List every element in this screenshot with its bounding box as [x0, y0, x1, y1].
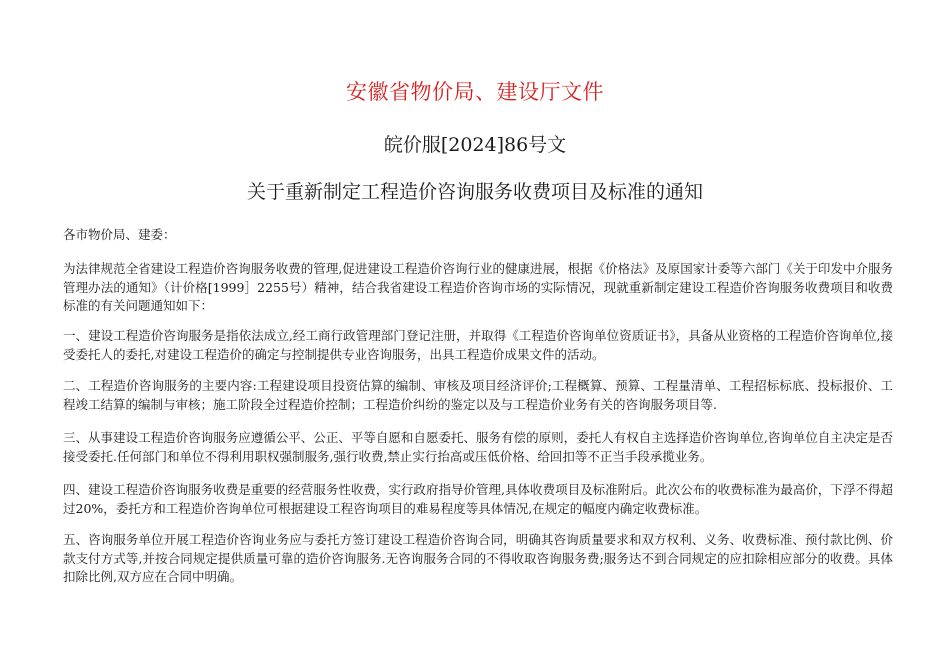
salutation: 各市物价局、建委： — [63, 227, 176, 242]
paragraph-3: 三、从事建设工程造价咨询服务应遵循公平、公正、平等自愿和自愿委托、服务有偿的原则，委托人有权自主选择造价咨询单位,咨询单位自主决定是否接受委托.任何部门和单位不得利用职权强制服务,强行收费,禁止实行抬高或压低价格、给回扣等不正当手段承揽业务。 — [63, 430, 893, 464]
document-title: 关于重新制定工程造价咨询服务收费项目及标准的通知 — [246, 181, 703, 203]
paragraph-intro: 为法律规范全省建设工程造价咨询服务收费的管理,促进建设工程造价咨询行业的健康进展，根据《价格法》及原国家计委等六部门《关于印发中介服务管理办法的通知》（计价格[1999］2255号）精神，结合我省建设工程造价咨询市场的实际情况，现就重新制定建设工程造价咨询服务收费项目和收费标准的有关问题通知如下： — [63, 261, 893, 313]
paragraph-1: 一、建设工程造价咨询服务是指依法成立,经工商行政管理部门登记注册，并取得《工程造价咨询单位资质证书》，具备从业资格的工程造价咨询单位,接受委托人的委托,对建设工程造价的确定与控制提供专业咨询服务，出具工程造价成果文件的活动。 — [63, 328, 893, 362]
issuer-header: 安徽省物价局、建设厅文件 — [346, 80, 604, 104]
document-number: 皖价服[2024]86号文 — [383, 134, 567, 156]
paragraph-4: 四、建设工程造价咨询服务收费是重要的经营服务性收费，实行政府指导价管理,具体收费项目及标准附后。此次公布的收费标准为最高价，下浮不得超过20%，委托方和工程造价咨询单位可根据建设工程咨询项目的难易程度等具体情况,在规定的幅度内确定收费标准。 — [63, 482, 893, 516]
paragraph-2: 二、工程造价咨询服务的主要内容:工程建设项目投资估算的编制、审核及项目经济评价;工程概算、预算、工程量清单、工程招标标底、投标报价、工程竣工结算的编制与审核；施工阶段全过程造价控制；工程造价纠纷的鉴定以及与工程造价业务有关的咨询服务项目等. — [63, 378, 893, 412]
paragraph-5: 五、咨询服务单位开展工程造价咨询业务应与委托方签订建设工程造价咨询合同，明确其咨询质量要求和双方权利、义务、收费标准、预付款比例、价款支付方式等,并按合同规定提供质量可靠的造价咨询服务.无咨询服务合同的不得收取咨询服务费;服务达不到合同规定的应扣除相应部分的收费。具体扣除比例,双方应在合同中明确。 — [63, 532, 893, 584]
